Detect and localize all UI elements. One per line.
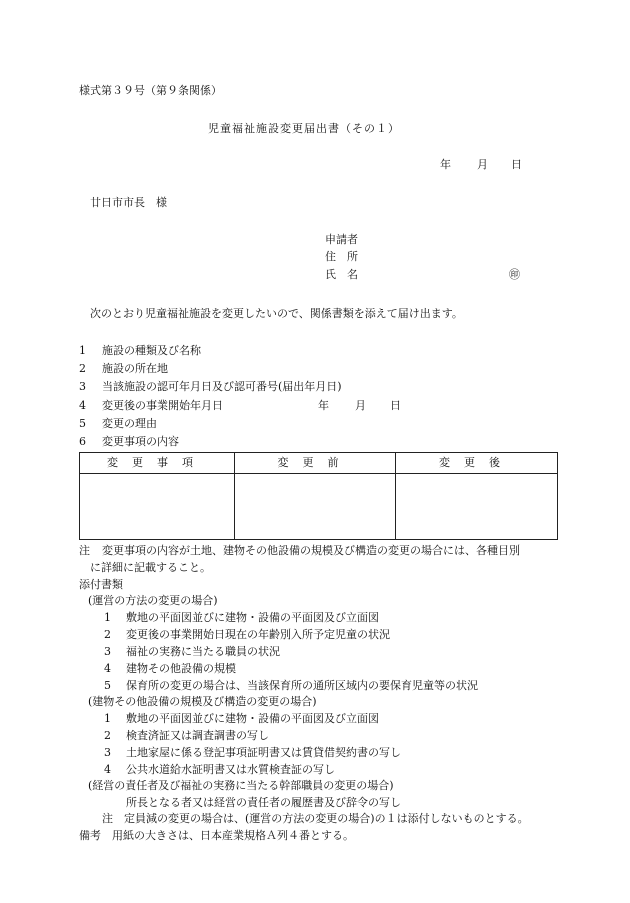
group-1-heading: (運営の方法の変更の場合) [88,594,218,607]
table-row [80,474,558,540]
group-2-item-2-text: 検査済証又は調査調書の写し [126,729,269,742]
item-1-text: 施設の種類及び名称 [102,344,201,357]
group-1-item-5-text: 保育所の変更の場合は、当該保育所の通所区域内の要保育児童等の状況 [126,679,478,692]
header-change-item: 変更事項 [80,453,235,474]
group-2-item-4-number: 4 [104,763,111,776]
date-day: 日 [511,158,522,171]
item-3-text: 当該施設の認可年月日及び認可番号(届出年月日) [102,380,342,393]
item-1-number: 1 [79,344,86,357]
remarks-label: 備考 [79,829,101,842]
header-before: 変更前 [235,453,396,474]
group-1-item-4-number: 4 [104,662,111,675]
date-year: 年 [440,158,451,171]
item-4-month: 月 [355,399,366,412]
form-number: 様式第３９号（第９条関係） [79,84,222,97]
seal-mark: ㊞ [509,268,520,281]
item-4-day: 日 [390,399,401,412]
group-1-item-5-number: 5 [104,679,111,692]
cell-change-item[interactable] [80,474,235,540]
item-4-text: 変更後の事業開始年月日 [102,399,223,412]
group-1-item-2-number: 2 [104,628,111,641]
intro-text: 次のとおり児童福祉施設を変更したいので、関係書類を添えて届け出ます。 [90,307,463,320]
group-1-item-4-text: 建物その他設備の規模 [126,662,236,675]
group-2-item-1-text: 敷地の平面図並びに建物・設備の平面図及び立面図 [126,712,379,725]
applicant-name-label: 氏 名 [325,268,358,281]
group-3-text: 所長となる者又は経営の責任者の履歴書及び辞令の写し [126,796,401,809]
group-1-item-2-text: 変更後の事業開始日現在の年齢別入所予定児童の状況 [126,628,390,641]
item-4-number: 4 [79,399,86,412]
item-2-number: 2 [79,362,86,375]
note-label: 注 [79,544,90,557]
group-3-heading: (経営の責任者及び福祉の実務に当たる幹部職員の変更の場合) [88,779,394,792]
note-line-1: 変更事項の内容が土地、建物その他設備の規模及び構造の変更の場合には、各種目別 [102,544,520,557]
group-1-item-1-text: 敷地の平面図並びに建物・設備の平面図及び立面図 [126,611,379,624]
group-1-item-3-text: 福祉の実務に当たる職員の状況 [126,645,280,658]
group-2-item-1-number: 1 [104,712,111,725]
applicant-address-label: 住 所 [325,250,358,263]
header-after: 変更後 [396,453,558,474]
group-2-item-3-number: 3 [104,746,111,759]
remarks-text: 用紙の大きさは、日本産業規格Ａ列４番とする。 [112,829,354,842]
group-2-heading: (建物その他設備の規模及び構造の変更の場合) [88,695,317,708]
item-6-number: 6 [79,435,86,448]
attachments-title: 添付書類 [79,578,123,591]
item-6-text: 変更事項の内容 [102,435,179,448]
group-2-item-4-text: 公共水道給水証明書又は水質検査証の写し [126,763,335,776]
note-line-2: に詳細に記載すること。 [90,561,211,574]
addressee: 廿日市市長 様 [90,196,167,209]
changes-table [79,452,558,540]
item-4-year: 年 [318,399,329,412]
item-5-number: 5 [79,417,86,430]
group-1-item-1-number: 1 [104,611,111,624]
item-5-text: 変更の理由 [102,417,157,430]
form-title: 児童福祉施設変更届出書（その１） [208,122,400,135]
item-2-text: 施設の所在地 [102,362,168,375]
item-3-number: 3 [79,380,86,393]
table-header-row [80,453,558,474]
date-month: 月 [477,158,488,171]
group-1-item-3-number: 3 [104,645,111,658]
cell-before[interactable] [235,474,396,540]
attachments-footnote: 注 定員減の変更の場合は、(運営の方法の変更の場合)の１は添付しないものとする。 [102,812,529,825]
group-2-item-2-number: 2 [104,729,111,742]
cell-after[interactable] [396,474,558,540]
group-2-item-3-text: 土地家屋に係る登記事項証明書又は賃貸借契約書の写し [126,746,401,759]
applicant-label: 申請者 [325,233,358,246]
